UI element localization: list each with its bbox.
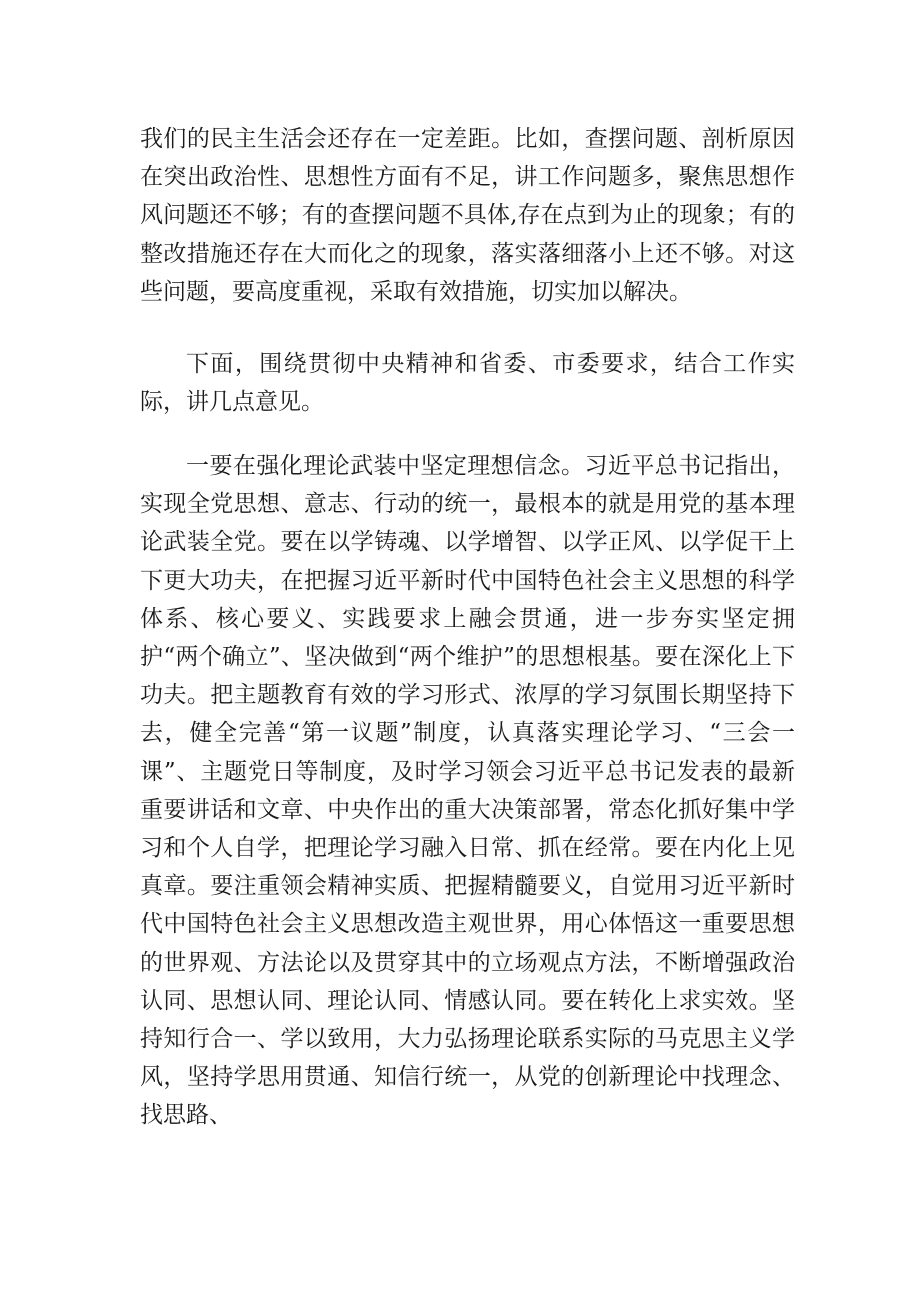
paragraph-2: 下面，围绕贯彻中央精神和省委、市委要求，结合工作实际，讲几点意见。 xyxy=(140,351,795,416)
paragraph-1: 我们的民主生活会还存在一定差距。比如，查摆问题、剖析原因在突出政治性、思想性方面有不足，讲工作问题多，聚焦思想作风问题还不够；有的查摆问题不具体,存在点到为止的现象；有的整改措施还存在大而化之的现象，落实落细落小上还不够。对这些问题，要高度重视，采取有效措施，切实加以解决。 xyxy=(140,126,795,305)
paragraph-3: 一要在强化理论武装中坚定理想信念。习近平总书记指出，实现全党思想、意志、行动的统一，最根本的就是用党的基本理论武装全党。要在以学铸魂、以学增智、以学正风、以学促干上下更大功夫，在把握习近平新时代中国特色社会主义思想的科学体系、核心要义、实践要求上融会贯通，进一步夯实坚定拥护“两个确立”、坚决做到“两个维护”的思想根基。要在深化上下功夫。把主题教育有效的学习形式、浓厚的学习氛围长期坚持下去，健全完善“第一议题”制度，认真落实理论学习、“三会一课”、主题党日等制度，及时学习领会习近平总书记发表的最新重要讲话和文章、中央作出的重大决策部署，常态化抓好集中学习和个人自学，把理论学习融入日常、抓在经常。要在内化上见真章。要注重领会精神实质、把握精髓要义，自觉用习近平新时代中国特色社会主义思想改造主观世界，用心体悟这一重要思想的世界观、方法论以及贯穿其中的立场观点方法，不断增强政治认同、思想认同、理论认同、情感认同。要在转化上求实效。坚持知行合一、学以致用，大力弘扬理论联系实际的马克思主义学风，坚持学思用贯通、知信行统一，从党的创新理论中找理念、找思路、 xyxy=(140,453,795,1129)
